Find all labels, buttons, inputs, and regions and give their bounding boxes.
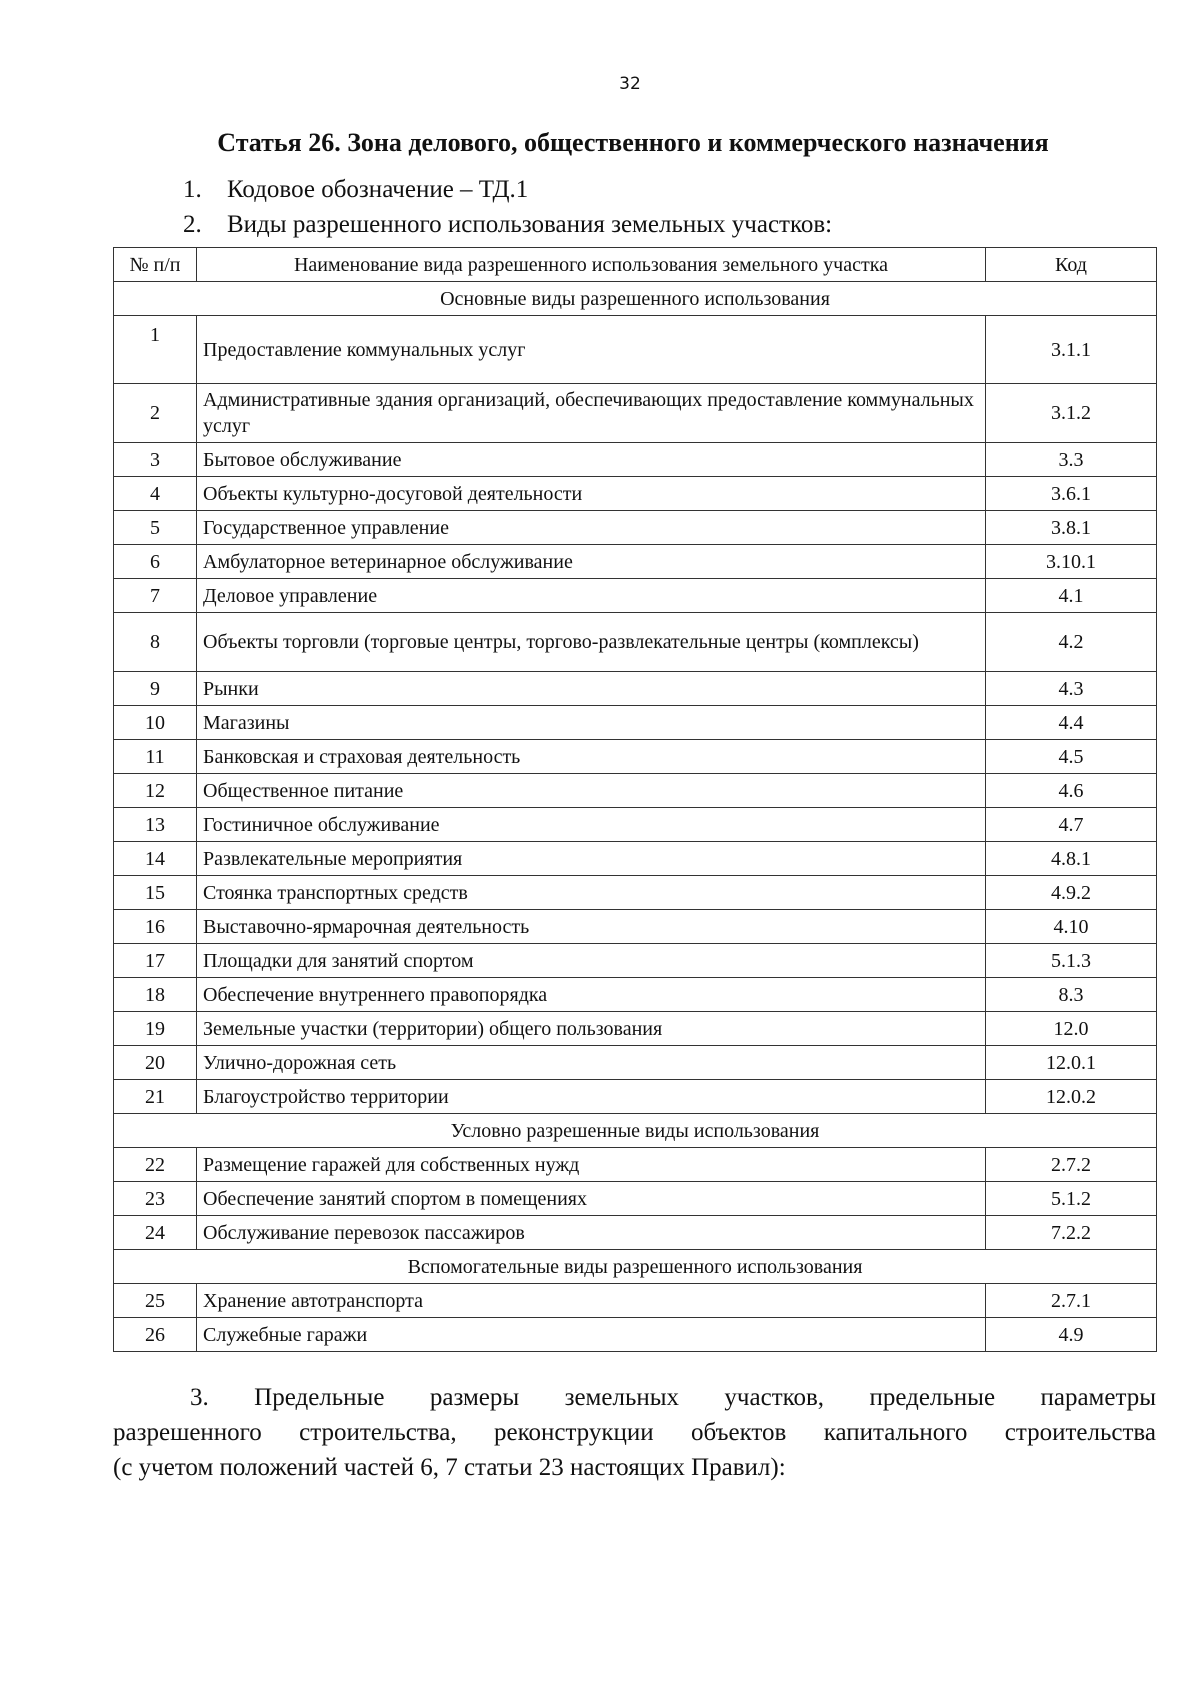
cell-number: 10 — [114, 706, 197, 740]
table-row — [114, 944, 1157, 978]
cell-number: 13 — [114, 808, 197, 842]
cell-name: Обеспечение внутреннего правопорядка — [197, 978, 986, 1012]
table-row — [114, 1216, 1157, 1250]
table-row — [114, 842, 1157, 876]
paragraph-3 — [113, 1380, 1156, 1485]
cell-code: 4.8.1 — [986, 842, 1157, 876]
table-row — [114, 511, 1157, 545]
cell-code: 12.0.2 — [986, 1080, 1157, 1114]
cell-name: Выставочно-ярмарочная деятельность — [197, 910, 986, 944]
item-permitted-uses — [183, 207, 832, 242]
table-row — [114, 316, 1157, 384]
cell-number: 11 — [114, 740, 197, 774]
numbered-items — [183, 172, 832, 242]
cell-name: Земельные участки (территории) общего пользования — [197, 1012, 986, 1046]
cell-name: Площадки для занятий спортом — [197, 944, 986, 978]
cell-name: Стоянка транспортных средств — [197, 876, 986, 910]
header-num: № п/п — [114, 248, 197, 282]
table-row — [114, 706, 1157, 740]
cell-name: Общественное питание — [197, 774, 986, 808]
cell-number: 2 — [114, 384, 197, 443]
table-row — [114, 1148, 1157, 1182]
cell-number: 22 — [114, 1148, 197, 1182]
table-row — [114, 384, 1157, 443]
table-row — [114, 1046, 1157, 1080]
table-row — [114, 774, 1157, 808]
table-row — [114, 978, 1157, 1012]
cell-name: Хранение автотранспорта — [197, 1284, 986, 1318]
table-header-row — [114, 248, 1157, 282]
cell-code: 4.7 — [986, 808, 1157, 842]
cell-name: Государственное управление — [197, 511, 986, 545]
cell-code: 5.1.3 — [986, 944, 1157, 978]
cell-name: Бытовое обслуживание — [197, 443, 986, 477]
cell-code: 4.9.2 — [986, 876, 1157, 910]
cell-number: 3 — [114, 443, 197, 477]
cell-code: 4.5 — [986, 740, 1157, 774]
table-row — [114, 579, 1157, 613]
table-row — [114, 1182, 1157, 1216]
cell-name: Гостиничное обслуживание — [197, 808, 986, 842]
section-row-conditional — [114, 1114, 1157, 1148]
cell-name: Улично-дорожная сеть — [197, 1046, 986, 1080]
cell-name: Служебные гаражи — [197, 1318, 986, 1352]
cell-code: 12.0 — [986, 1012, 1157, 1046]
table-row — [114, 1284, 1157, 1318]
item-code-designation — [183, 172, 832, 207]
table-row — [114, 1318, 1157, 1352]
page-number: 32 — [619, 74, 641, 94]
table-row — [114, 1012, 1157, 1046]
cell-name: Объекты культурно-досуговой деятельности — [197, 477, 986, 511]
cell-name: Амбулаторное ветеринарное обслуживание — [197, 545, 986, 579]
table-body — [114, 282, 1157, 1352]
cell-number: 17 — [114, 944, 197, 978]
cell-number: 20 — [114, 1046, 197, 1080]
cell-code: 4.1 — [986, 579, 1157, 613]
table-row — [114, 740, 1157, 774]
cell-code: 3.1.1 — [986, 316, 1157, 384]
cell-number: 16 — [114, 910, 197, 944]
cell-code: 2.7.1 — [986, 1284, 1157, 1318]
cell-code: 2.7.2 — [986, 1148, 1157, 1182]
cell-name: Магазины — [197, 706, 986, 740]
cell-name: Банковская и страховая деятельность — [197, 740, 986, 774]
item-number: 2. — [183, 211, 202, 238]
cell-code: 4.3 — [986, 672, 1157, 706]
cell-number: 1 — [114, 316, 197, 384]
table-row — [114, 613, 1157, 672]
cell-name: Деловое управление — [197, 579, 986, 613]
cell-number: 9 — [114, 672, 197, 706]
cell-code: 4.9 — [986, 1318, 1157, 1352]
cell-name: Предоставление коммунальных услуг — [197, 316, 986, 384]
item-text: Кодовое обозначение – ТД.1 — [227, 176, 529, 203]
cell-code: 3.8.1 — [986, 511, 1157, 545]
cell-number: 5 — [114, 511, 197, 545]
table-row — [114, 808, 1157, 842]
cell-code: 4.10 — [986, 910, 1157, 944]
section-row-auxiliary — [114, 1250, 1157, 1284]
cell-name: Рынки — [197, 672, 986, 706]
paragraph-3-line-2: разрешенного строительства, реконструкции объектов капитального строительства — [113, 1419, 1156, 1446]
cell-code: 4.6 — [986, 774, 1157, 808]
cell-name: Обеспечение занятий спортом в помещениях — [197, 1182, 986, 1216]
table-row — [114, 1080, 1157, 1114]
cell-number: 23 — [114, 1182, 197, 1216]
item-number: 1. — [183, 176, 202, 203]
section-label: Условно разрешенные виды использования — [114, 1114, 1157, 1148]
cell-number: 7 — [114, 579, 197, 613]
cell-number: 18 — [114, 978, 197, 1012]
cell-number: 4 — [114, 477, 197, 511]
section-label: Основные виды разрешенного использования — [114, 282, 1157, 316]
cell-number: 6 — [114, 545, 197, 579]
cell-code: 7.2.2 — [986, 1216, 1157, 1250]
cell-code: 3.3 — [986, 443, 1157, 477]
cell-name: Объекты торговли (торговые центры, торгово-развлекательные центры (комплексы) — [197, 613, 986, 672]
section-label: Вспомогательные виды разрешенного использования — [114, 1250, 1157, 1284]
paragraph-3-line-1: 3. Предельные размеры земельных участков, предельные параметры — [190, 1384, 1156, 1411]
cell-name: Административные здания организаций, обеспечивающих предоставление коммунальных услуг — [197, 384, 986, 443]
table-row — [114, 477, 1157, 511]
cell-name: Обслуживание перевозок пассажиров — [197, 1216, 986, 1250]
permitted-uses-table — [113, 247, 1157, 1352]
header-code: Код — [986, 248, 1157, 282]
cell-code: 3.6.1 — [986, 477, 1157, 511]
cell-number: 14 — [114, 842, 197, 876]
cell-name: Размещение гаражей для собственных нужд — [197, 1148, 986, 1182]
cell-name: Развлекательные мероприятия — [197, 842, 986, 876]
cell-code: 3.10.1 — [986, 545, 1157, 579]
cell-code: 8.3 — [986, 978, 1157, 1012]
cell-number: 24 — [114, 1216, 197, 1250]
table-row — [114, 443, 1157, 477]
paragraph-3-line-3: (с учетом положений частей 6, 7 статьи 23 настоящих Правил): — [113, 1454, 786, 1481]
cell-number: 19 — [114, 1012, 197, 1046]
table-row — [114, 910, 1157, 944]
cell-name: Благоустройство территории — [197, 1080, 986, 1114]
header-name: Наименование вида разрешенного использования земельного участка — [197, 248, 986, 282]
cell-number: 15 — [114, 876, 197, 910]
cell-number: 26 — [114, 1318, 197, 1352]
item-text: Виды разрешенного использования земельных участков: — [227, 211, 833, 238]
cell-code: 12.0.1 — [986, 1046, 1157, 1080]
cell-number: 25 — [114, 1284, 197, 1318]
cell-code: 5.1.2 — [986, 1182, 1157, 1216]
cell-number: 8 — [114, 613, 197, 672]
cell-code: 4.4 — [986, 706, 1157, 740]
table-row — [114, 672, 1157, 706]
section-row-main — [114, 282, 1157, 316]
table-row — [114, 876, 1157, 910]
cell-code: 3.1.2 — [986, 384, 1157, 443]
cell-number: 12 — [114, 774, 197, 808]
table-row — [114, 545, 1157, 579]
article-title: Статья 26. Зона делового, общественного и коммерческого назначения — [217, 128, 1049, 157]
cell-number: 21 — [114, 1080, 197, 1114]
cell-code: 4.2 — [986, 613, 1157, 672]
